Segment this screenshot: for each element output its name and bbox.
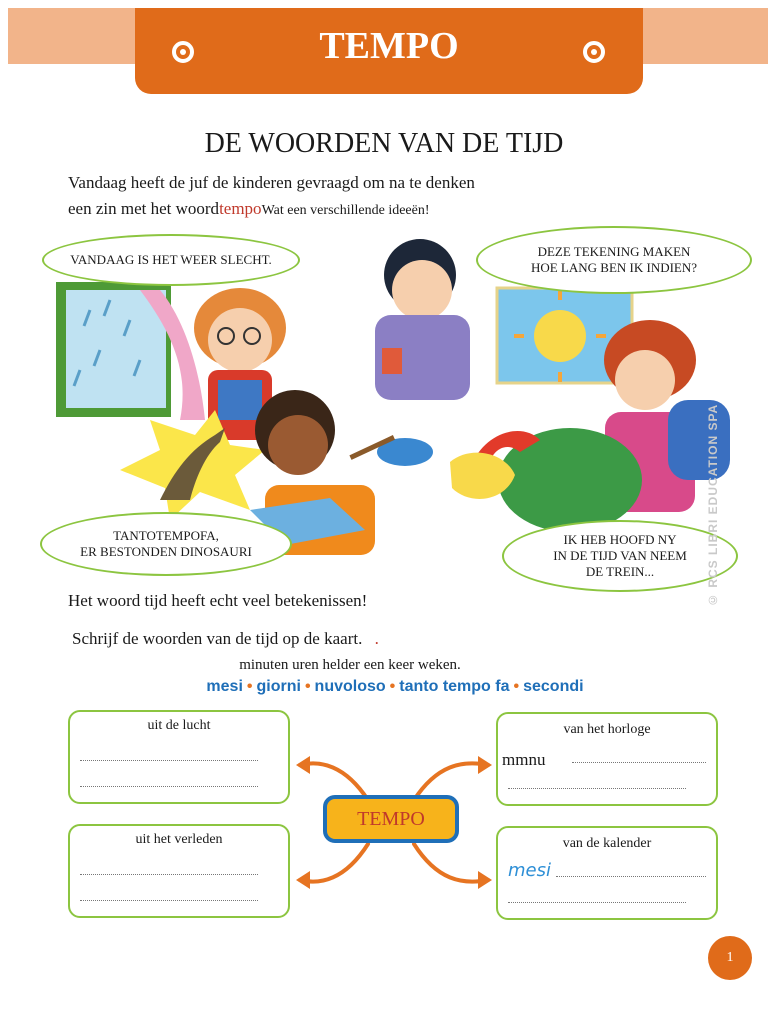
map-center-label: TEMPO: [357, 807, 425, 830]
bubble-text: IK HEB HOOFD NY: [563, 531, 677, 547]
map-box-clock: [496, 712, 718, 806]
word-list: [0, 678, 768, 696]
instruction-label: Schrijf de woorden van de tijd op de kaart.: [72, 629, 363, 648]
arrowhead-icon: [478, 756, 492, 774]
instruction-text: [72, 629, 379, 649]
written-answer: mesi: [508, 860, 551, 881]
header-band-left: [8, 8, 136, 64]
word-item: tanto tempo fa: [399, 678, 510, 695]
map-box-sky: [68, 710, 290, 804]
map-box-label: van de kalender: [562, 836, 652, 851]
speech-bubble-weather: [42, 234, 300, 286]
answer-line[interactable]: [80, 786, 258, 787]
bullet-icon: •: [389, 678, 396, 695]
arrowhead-icon: [296, 871, 310, 889]
bubble-text: HOE LANG BEN IK INDIEN?: [530, 260, 698, 275]
bubble-text: TANTOTEMPOFA,: [113, 527, 219, 543]
page-title: DE WOORDEN VAN DE TIJD: [204, 128, 564, 159]
answer-line[interactable]: [80, 900, 258, 901]
header-title: TEMPO: [319, 25, 459, 67]
bubble-text: IN DE TIJD VAN NEEM: [553, 547, 687, 563]
word-item: secondi: [523, 678, 584, 695]
intro-text: een zin met het woord: [68, 199, 220, 218]
bubble-text: VANDAAG IS HET WEER SLECHT.: [70, 251, 272, 267]
bubble-text: ER BESTONDEN DINOSAURI: [80, 544, 252, 559]
speech-bubble-train: [502, 520, 738, 592]
intro-line-2: [68, 199, 430, 219]
answer-line[interactable]: [508, 788, 686, 789]
map-center-box: [323, 795, 459, 843]
answer-line[interactable]: [80, 874, 258, 875]
window-illustration: [56, 282, 205, 420]
speech-bubble-dinosaurs: [40, 512, 292, 576]
arrow-to-past: [300, 844, 368, 882]
word-item: nuvoloso: [314, 678, 386, 695]
bullet-icon: •: [246, 678, 253, 695]
speech-bubble-drawing: [476, 226, 752, 294]
map-box-label: uit het verleden: [135, 832, 223, 847]
written-answer: mmnu: [502, 750, 546, 769]
paint-splash-illustration: [349, 435, 433, 466]
header-band-right: [642, 8, 768, 64]
copyright-credit: © RCS LIBRI EDUCATION SPA: [706, 403, 720, 607]
map-box-label: van het horloge: [563, 722, 651, 737]
intro-line-1: Vandaag heeft de juf de kinderen gevraagd om na te denken: [68, 173, 475, 192]
answer-line[interactable]: [80, 760, 258, 761]
instruction-mark: .: [374, 629, 379, 648]
arrowhead-icon: [478, 871, 492, 889]
intro-remark: Wat een verschillende ideeën!: [261, 203, 430, 218]
answer-line[interactable]: [508, 902, 686, 903]
bubble-text: DE TREIN...: [585, 564, 655, 580]
statement-text: Het woord tijd heeft echt veel betekenissen!: [68, 591, 368, 610]
page-number: 1: [708, 936, 752, 980]
bullet-icon: •: [304, 678, 311, 695]
answer-line[interactable]: [556, 876, 706, 877]
answer-line[interactable]: [572, 762, 706, 763]
intro-keyword: tempo: [219, 199, 262, 218]
map-box-past: [68, 824, 290, 918]
map-box-calendar: [496, 826, 718, 920]
map-box-label: uit de lucht: [147, 718, 211, 733]
arrow-to-calendar: [414, 844, 488, 882]
bullet-icon: •: [513, 678, 520, 695]
word-item: giorni: [256, 678, 301, 695]
arrowhead-icon: [296, 756, 310, 774]
translation-line: minuten uren helder een keer weken.: [239, 657, 461, 673]
bubble-text: DEZE TEKENING MAKEN: [537, 243, 691, 259]
word-item: mesi: [206, 678, 243, 695]
